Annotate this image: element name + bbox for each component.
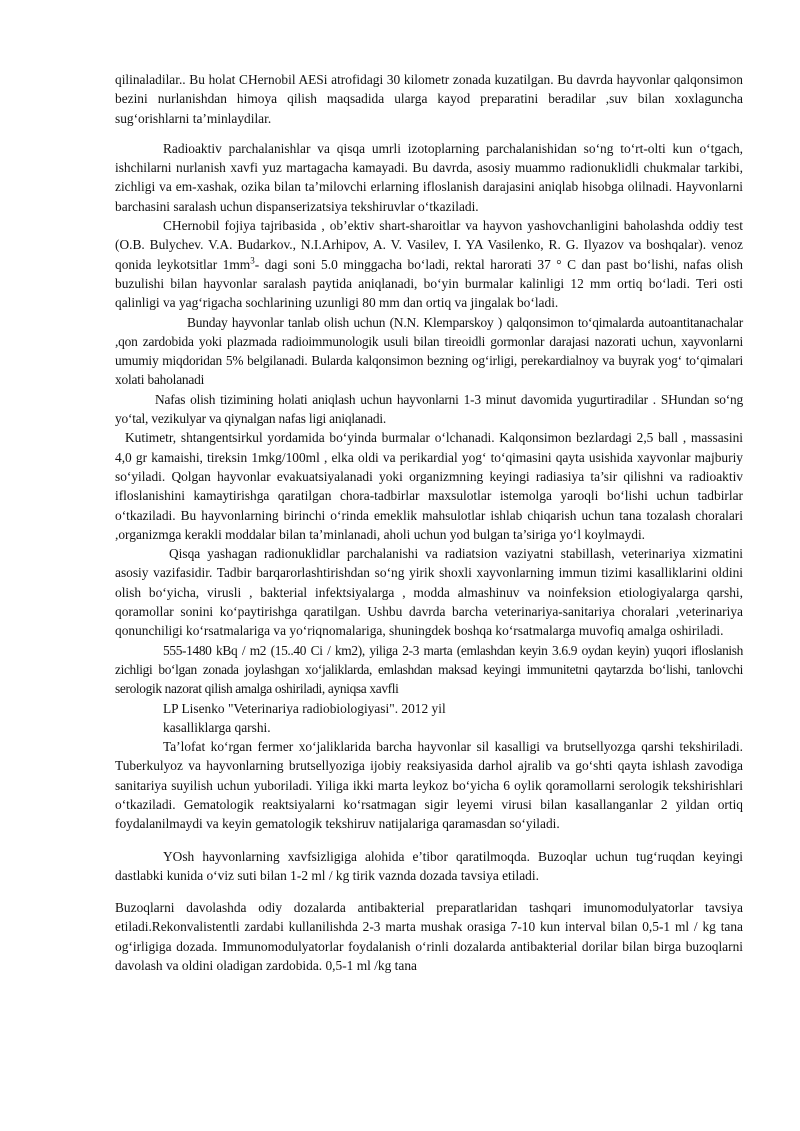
paragraph-10: YOsh hayvonlarning xavfsizligiga alohida e’tibor qaratilmoqda. Buzoqlar uchun tug‘ruqdan keyingi dastlabki kunida o‘viz suti bilan 1-2 ml / kg tirik vaznda dozada tavsiya etiladi. xyxy=(115,848,743,883)
document-page xyxy=(115,70,743,975)
paragraph-1: qilinaladilar.. Bu holat CHernobil AESi atrofidagi 30 kilometr zonada kuzatilgan. Bu davrda hayvonlar qalqonsimon bezini nurlanishdan himoya qilish maqsadida ularga kayod preparatini beradilar ,suv bilan xoxlaguncha sug‘orishlarni ta’minlaydilar. xyxy=(115,72,743,126)
paragraph-6: Kutimetr, shtangentsirkul yordamida bo‘yinda burmalar o‘lchanadi. Kalqonsimon bezlardagi 2,5 ball , massasini 4,0 gr kamaishi, tireksin 1mkg/100ml , elka oldi va perikardial yog‘ to‘qimasini qayta usishida xayvonlar majburiy so‘yiladi. Qolgan hayvonlar evakuatsiyalanadi yoki organizmning keyingi radiasiya ta’sir qilishni va radioaktiv ifloslanishini kamaytirishga qaratilgan chora-tadbirlar maxsulotlar istemolga yaroqli bo‘lishi uchun tadbirlar o‘tkaziladi. Bu hayvonlarning birinchi o‘rinda emeklik mahsulotlar ishlab chiqarish uchun tana tozalash choralari ,organizmga kerakli moddalar bilan ta’minlanadi, aholi uchun yod bulgan ta’siriga yo‘l koylmaydi. xyxy=(115,430,743,542)
paragraph-7: Qisqa yashagan radionuklidlar parchalanishi va radiatsion vaziyatni stabillash, veterinariya xizmatini asosiy vazifasidir. Tadbir barqarorlashtirishdan so‘ng yirik shoxli xayvonlarning immun tizimi kasalliklarini oldini olish bo‘yicha, virusli , bakterial infektsiyalarga , modda almashinuv va noinfeksion etiologiyalarga qarshi, qoramollar sonini ko‘paytirishga qaratilgan. Ushbu davrda barcha veterinariya-sanitariya choralari ,veterinariya qonunchiligi ko‘rsatmalariga va yo‘riqnomalariga, shuningdek boshqa ko‘rsatmalarga muvofiq amalga oshiriladi. xyxy=(115,546,743,639)
paragraph-5: Nafas olish tizimining holati aniqlash uchun hayvonlarni 1-3 minut davomida yugurtiradilar . SHundan so‘ng yo‘tal, vezikulyar va qiynalgan nafas ligi aniqlanadi. xyxy=(115,391,743,427)
citation-line: LP Lisenko "Veterinariya radiobiologiyasi". 2012 yil xyxy=(163,700,446,716)
paragraph-3 xyxy=(115,216,743,312)
superscript-3: 3 xyxy=(250,255,255,266)
paragraph-3-cont: - dagi soni 5.0 minggacha bo‘ladi, rektal harorati 37 ° C dan past bo‘lishi, nafas olish buzulishi bilan hayvonlar saralash paytida aniqlanadi, bo‘yin burmalar kalinligi 12 mm ortiq bo‘ladi. Teri osti qalinligi va yag‘rigacha sochlarining uzunligi 80 mm dan ortiq va jingalak bo‘ladi. xyxy=(115,256,743,311)
paragraph-8-end: kasalliklarga qarshi. xyxy=(163,719,271,735)
paragraph-9: Ta’lofat ko‘rgan fermer xo‘jaliklarida barcha hayvonlar sil kasalligi va brutsellyozga qarshi tekshiriladi. Tuberkulyoz va hayvonlarning brutsellyoziga ijobiy reaksiyasida darhol ajralib va go‘shti qayta ishlash zavodiga sanitariya suyilish uchun yuboriladi. Yiliga ikki marta leykoz bo‘yicha 6 oylik qoramollarni serologik tekshirishlari o‘tkaziladi. Gematologik reaktsiyalarni ko‘rsatmagan sigir leyemi virusi bilan kasallanganlar 2 yildan ortiq foydalanilmaydi va keyin gematologik tekshiruv natijalariga qaramasdan so‘yiladi. xyxy=(115,739,743,832)
paragraph-8: 555-1480 kBq / m2 (15..40 Ci / km2), yiliga 2-3 marta (emlashdan keyin 3.6.9 oydan keyin) yuqori ifloslanish zichligi bo‘lgan zonada joylashgan xo‘jaliklarda, emlashdan maksad keyingi immunitetni qaytarzda bo‘lishi, tanlovchi serologik nazorat qilish amalga oshiriladi, ayniqsa xavfli xyxy=(115,642,743,697)
paragraph-2: Radioaktiv parchalanishlar va qisqa umrli izotoplarning parchalanishidan so‘ng to‘rt-olti kun o‘tgach, ishchilarni nurlanish xavfi yuz martagacha kamayadi. Bu davrda, asosiy muammo radionuklidli chukmalar tarkibi, zichligi va em-xashak, ozika bilan ta’milovchi erlarning ifloslanish darajasini aniqlab hisobga olilnadi. Hayvonlarni barchasini saralash uchun dispanserizatsiya tekshiruvlar o‘tkaziladi. xyxy=(115,140,743,214)
paragraph-3-text: CHernobil fojiya tajribasida , ob’ektiv shart-sharoitlar va hayvon yashovchanligini baholashda oddiy test (O.B. Bulychev. V.A. Budarkov., N.I.Arhipov, A. V. Vasilev, I. YA Vasilenko, R. G. Ilyazov va boshqalar). venoz qonida leykotsitlar 1mm xyxy=(115,218,743,272)
paragraph-4: Bunday hayvonlar tanlab olish uchun (N.N. Klemparskoy ) qalqonsimon to‘qimalarda autoantitanachalar ,qon zardobida yoki plazmada radioimmunologik usuli bilan tireoidli gormonlar darajasi nazorati uchun, xayvonlarni umumiy miqdoridan 5% belgilanadi. Bularda kalqonsimon bezning og‘irligi, perekardialnoy va buyrak yog‘ to‘qimalari xolati baholanadi xyxy=(115,314,743,388)
paragraph-11: Buzoqlarni davolashda odiy dozalarda antibakterial preparatlaridan tashqari imunomodulyatorlar tavsiya etiladi.Rekonvalistentli zardabi kullanilishda 2-3 marta mushak orasiga 7-10 kun interval bilan 0,5-1 ml / kg tana og‘irligiga dozada. Immunomodulyatorlar foydalanish o‘rinli dozalarda antibakterial dorilar bilan birga buzoqlarni davolash va oldini oladigan zardobida. 0,5-1 ml /kg tana xyxy=(115,900,743,974)
